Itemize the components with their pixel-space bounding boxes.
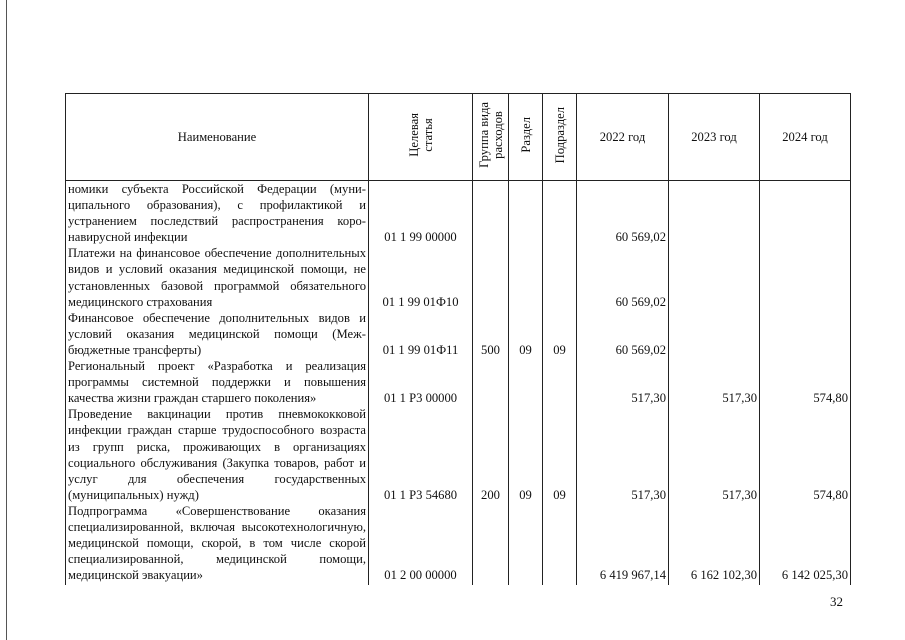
header-section: Раздел [509, 94, 543, 181]
row-subsection: 09 [543, 310, 577, 358]
row-target-article: 01 1 99 01Ф11 [369, 310, 473, 358]
row-amount-2024 [760, 245, 851, 309]
row-amount-2024: 574,80 [760, 406, 851, 503]
row-name: Платежи на финансовое обеспечение дополнительных видов и условий оказания медицинской помощи, не установленных базовой программой обязательного медицинского страхования [66, 245, 369, 309]
row-expense-group: 200 [473, 406, 509, 503]
header-name: Наименование [66, 94, 369, 181]
table-header-row [66, 94, 851, 181]
row-name: Проведение вакцинации против пневмококковой инфекции граждан старше трудоспособного возраста из групп риска, проживающих в организациях социального обслуживания (Закупка товаров, работ и услуг для обеспечения государственных (муниципальных) нужд) [66, 406, 369, 503]
row-expense-group [473, 358, 509, 406]
row-expense-group: 500 [473, 310, 509, 358]
row-section: 09 [509, 406, 543, 503]
row-amount-2024: 574,80 [760, 358, 851, 406]
row-amount-2024 [760, 310, 851, 358]
row-target-article: 01 1 99 01Ф10 [369, 245, 473, 309]
header-expense-group: Группа вида расходов [473, 94, 509, 181]
row-subsection [543, 358, 577, 406]
row-amount-2022: 517,30 [577, 406, 669, 503]
row-amount-2023 [669, 181, 760, 246]
row-amount-2022: 60 569,02 [577, 310, 669, 358]
row-amount-2024 [760, 181, 851, 246]
row-subsection [543, 245, 577, 309]
header-target-article: Целевая статья [369, 94, 473, 181]
budget-table [65, 93, 851, 585]
row-subsection [543, 181, 577, 246]
row-subsection: 09 [543, 406, 577, 503]
table-row [66, 503, 851, 585]
row-amount-2022: 60 569,02 [577, 245, 669, 309]
row-section [509, 503, 543, 585]
page-number: 32 [830, 594, 843, 609]
page-edge-line [6, 0, 7, 640]
row-expense-group [473, 245, 509, 309]
header-subsection: Подраздел [543, 94, 577, 181]
row-section [509, 245, 543, 309]
row-name: Финансовое обеспечение дополнительных видов и условий оказания медицинской помощи (Межбюджетные трансферты) [66, 310, 369, 358]
row-amount-2023 [669, 310, 760, 358]
row-amount-2022: 6 419 967,14 [577, 503, 669, 585]
row-target-article: 01 1 Р3 00000 [369, 358, 473, 406]
row-amount-2023: 517,30 [669, 358, 760, 406]
header-2023: 2023 год [669, 94, 760, 181]
row-amount-2023: 6 162 102,30 [669, 503, 760, 585]
row-subsection [543, 503, 577, 585]
row-amount-2023: 517,30 [669, 406, 760, 503]
row-target-article: 01 1 99 00000 [369, 181, 473, 246]
row-target-article: 01 2 00 00000 [369, 503, 473, 585]
row-section [509, 181, 543, 246]
row-target-article: 01 1 Р3 54680 [369, 406, 473, 503]
row-amount-2022: 60 569,02 [577, 181, 669, 246]
table-row [66, 358, 851, 406]
table-row [66, 406, 851, 503]
row-section: 09 [509, 310, 543, 358]
table-row [66, 245, 851, 309]
header-2022: 2022 год [577, 94, 669, 181]
row-amount-2024: 6 142 025,30 [760, 503, 851, 585]
row-amount-2023 [669, 245, 760, 309]
row-name: номики субъекта Российской Федерации (муниципального образования), с профилактикой и устранением последствий распространения коронавирусной инфекции [66, 181, 369, 246]
table-row [66, 310, 851, 358]
row-expense-group [473, 181, 509, 246]
row-section [509, 358, 543, 406]
row-expense-group [473, 503, 509, 585]
table-row [66, 181, 851, 246]
row-name: Подпрограмма «Совершенствование оказания специализированной, включая высокотехнологичную, медицинской помощи, скорой, в том числе скорой специализированной, медицинской помощи, медицинской эвакуации» [66, 503, 369, 585]
row-name: Региональный проект «Разработка и реализация программы системной поддержки и повышения качества жизни граждан старшего поколения» [66, 358, 369, 406]
row-amount-2022: 517,30 [577, 358, 669, 406]
header-2024: 2024 год [760, 94, 851, 181]
